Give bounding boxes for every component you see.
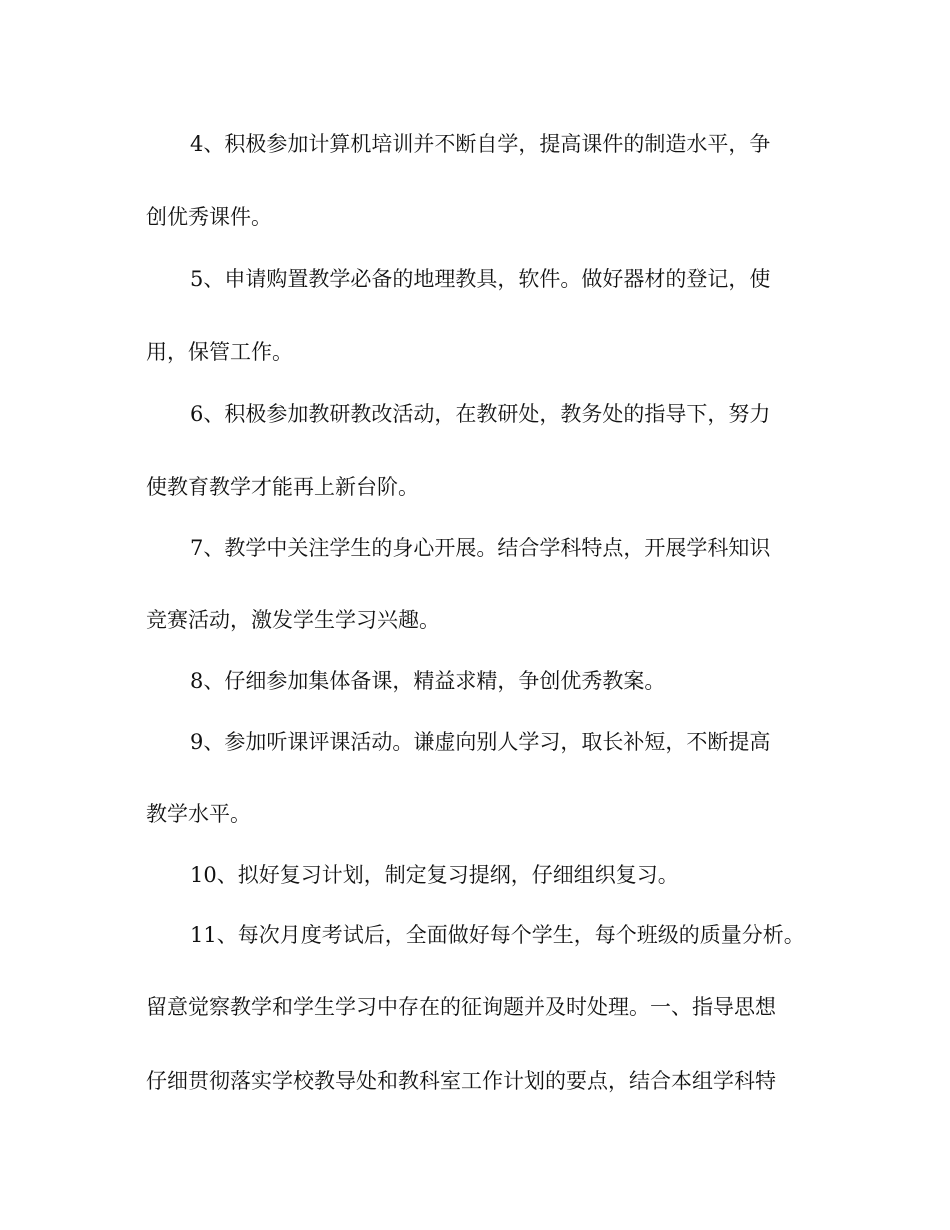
- text-line: 7、教学中关注学生的身心开展。结合学科特点，开展学科知识: [190, 536, 771, 560]
- text-line: 仔细贯彻落实学校教导处和教科室工作计划的要点，结合本组学科特: [146, 1069, 776, 1093]
- text-line: 6、积极参加教研教改活动，在教研处，教务处的指导下，努力: [190, 402, 771, 426]
- text-line: 11、每次月度考试后，全面做好每个学生，每个班级的质量分析。: [190, 923, 805, 947]
- text-line: 教学水平。: [146, 802, 251, 826]
- text-line: 创优秀课件。: [146, 205, 272, 229]
- text-line: 10、拟好复习计划，制定复习提纲，仔细组织复习。: [190, 863, 679, 887]
- text-line: 8、仔细参加集体备课，精益求精，争创优秀教案。: [190, 669, 666, 693]
- text-line: 使教育教学才能再上新台阶。: [146, 475, 419, 499]
- text-line: 9、参加听课评课活动。谦虚向别人学习，取长补短，不断提高: [190, 730, 771, 754]
- text-line: 4、积极参加计算机培训并不断自学，提高课件的制造水平，争: [190, 132, 771, 156]
- text-line: 用，保管工作。: [146, 340, 293, 364]
- text-line: 5、申请购置教学必备的地理教具，软件。做好器材的登记，使: [190, 267, 771, 291]
- text-line: 竞赛活动，激发学生学习兴趣。: [146, 608, 440, 632]
- text-line: 留意觉察教学和学生学习中存在的征询题并及时处理。一、指导思想: [146, 995, 776, 1019]
